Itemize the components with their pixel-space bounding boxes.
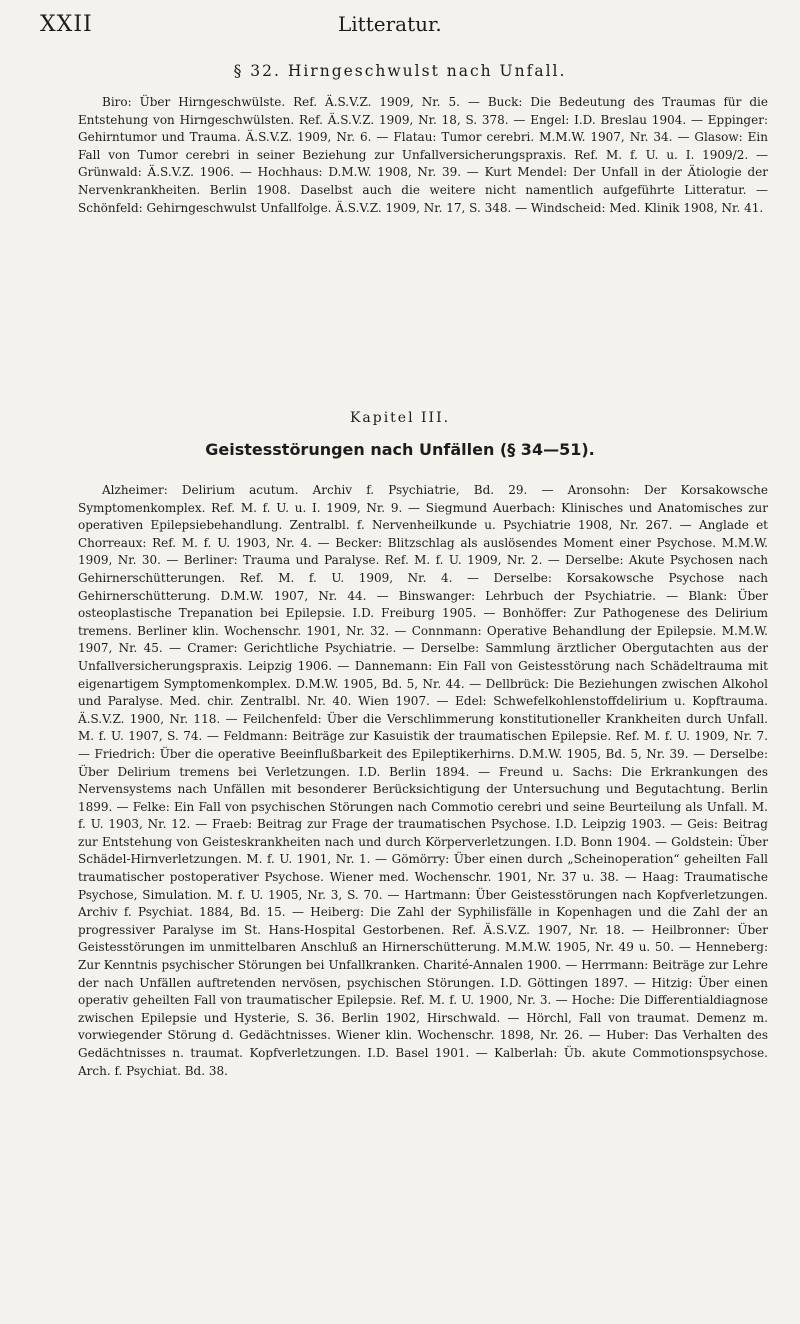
page-number: XXII [40, 12, 93, 37]
chapter-title: Geistesstörungen nach Unfällen (§ 34—51). [205, 440, 595, 459]
page-header [0, 6, 800, 46]
chapter-bibliography: Alzheimer: Delirium acutum. Archiv f. Psychiatrie, Bd. 29. — Aronsohn: Der Korsakowsche Symptomenkomplex. Ref. M. f. U. u. I. 1909, Nr. 9. — Siegmund Auerbach: Klinisches und Anatomisches zur operativen Epilepsiebehandlung. Zentralbl. f. Nervenheilkunde u. Psychiatrie 1908, Nr. 267. — Anglade et Chorreaux: Ref. M. f. U. 1903, Nr. 4. — Becker: Blitzschlag als auslösendes Moment einer Psychose. M.M.W. 1909, Nr. 30. — Berliner: Trauma und Paralyse. Ref. M. f. U. 1909, Nr. 2. — Derselbe: Akute Psychosen nach Gehirnerschütterungen. Ref. M. f. U. 1909, Nr. 4. — Derselbe: Korsakowsche Psychose nach Gehirnerschütterung. D.M.W. 1907, Nr. 44. — Binswanger: Lehrbuch der Psychiatrie. — Blank: Über osteoplastische Trepanation bei Epilepsie. I.D. Freiburg 1905. — Bonhöffer: Zur Pathogenese des Delirium tremens. Berliner klin. Wochenschr. 1901, Nr. 32. — Connmann: Operative Behandlung der Epilepsie. M.M.W. 1907, Nr. 45. — Cramer: Gerichtliche Psychiatrie. — Derselbe: Sammlung ärztlicher Obergutachten aus der Unfallversicherungspraxis. Leipzig 1906. — Dannemann: Ein Fall von Geistesstörung nach Schädeltrauma mit eigenartigem Symptomenkomplex. D.M.W. 1905, Bd. 5, Nr. 44. — Dellbrück: Die Beziehungen zwischen Alkohol und Paralyse. Med. chir. Zentralbl. Nr. 40. Wien 1907. — Edel: Schwefelkohlenstoffdelirium u. Kopftrauma. Ä.S.V.Z. 1900, Nr. 118. — Feilchenfeld: Über die Verschlimmerung konstitutioneller Krankheiten durch Unfall. M. f. U. 1907, S. 74. — Feldmann: Beiträge zur Kasuistik der traumatischen Epilepsie. Ref. M. f. U. 1909, Nr. 7. — Friedrich: Über die operative Beeinflußbarkeit des Epileptikerhirns. D.M.W. 1905, Bd. 5, Nr. 39. — Derselbe: Über Delirium tremens bei Verletzungen. I.D. Berlin 1894. — Freund u. Sachs: Die Erkrankungen des Nervensystems nach Unfällen mit besonderer Berücksichtigung der Untersuchung und Begutachtung. Berlin 1899. — Felke: Ein Fall von psychischen Störungen nach Commotio cerebri und seine Beurteilung als Unfall. M. f. U. 1903, Nr. 12. — Fraeb: Beitrag zur Frage der traumatischen Psychose. I.D. Leipzig 1903. — Geis: Beitrag zur Entstehung von Geisteskrankheiten nach und durch Körperverletzungen. I.D. Bonn 1904. — Goldstein: Über Schädel-Hirnverletzungen. M. f. U. 1901, Nr. 1. — Gömörry: Über einen durch „Scheinoperation“ geheilten Fall traumatischer postoperativer Psychose. Wiener med. Wochenschr. 1901, Nr. 37 u. 38. — Haag: Traumatische Psychose, Simulation. M. f. U. 1905, Nr. 3, S. 70. — Hartmann: Über Geistesstörungen nach Kopfverletzungen. Archiv f. Psychiat. 1884, Bd. 15. — Heiberg: Die Zahl der Syphilisfälle in Kopenhagen und die Zahl der an progressiver Paralyse im St. Hans-Hospital Gestorbenen. Ref. Ä.S.V.Z. 1907, Nr. 18. — Heilbronner: Über Geistesstörungen im unmittelbaren Anschluß an Hirnerschütterung. M.M.W. 1905, Nr. 49 u. 50. — Henneberg: Zur Kenntnis psychischer Störungen bei Unfallkranken. Charité-Annalen 1900. — Herrmann: Beiträge zur Lehre der nach Unfällen auftretenden nervösen, psychischen Störungen. I.D. Göttingen 1897. — Hitzig: Über einen operativ geheilten Fall von traumatischer Epilepsie. Ref. M. f. U. 1900, Nr. 3. — Hoche: Die Differentialdiagnose zwischen Epilepsie und Hysterie, S. 36. Berlin 1902, Hirschwald. — Hörchl, Fall von traumat. Demenz m. vorwiegender Störung d. Gedächtnisses. Wiener klin. Wochenschr. 1898, Nr. 26. — Huber: Das Verhalten des Gedächtnisses n. traumat. Kopfverletzungen. I.D. Basel 1901. — Kalberlah: Üb. akute Commotionspsychose. Arch. f. Psychiat. Bd. 38. [78, 483, 768, 1078]
running-title: Litteratur. [338, 12, 442, 36]
section-title: § 32. Hirngeschwulst nach Unfall. [233, 62, 567, 80]
section-bibliography: Biro: Über Hirngeschwülste. Ref. Ä.S.V.Z. 1909, Nr. 5. — Buck: Die Bedeutung des Traumas für die Entstehung von Hirngeschwülsten. Ref. Ä.S.V.Z. 1909, Nr. 18, S. 378. — Engel: I.D. Breslau 1904. — Eppinger: Gehirntumor und Trauma. Ä.S.V.Z. 1909, Nr. 6. — Flatau: Tumor cerebri. M.M.W. 1907, Nr. 34. — Glasow: Ein Fall von Tumor cerebri in seiner Beziehung zur Unfallversicherungspraxis. Ref. M. f. U. u. I. 1909/2. — Grünwald: Ä.S.V.Z. 1906. — Hochhaus: D.M.W. 1908, Nr. 39. — Kurt Mendel: Der Unfall in der Ätiologie der Nervenkrankheiten. Berlin 1908. Daselbst auch die weitere nicht namentlich aufgeführte Litteratur. — Schönfeld: Gehirngeschwulst Unfallfolge. Ä.S.V.Z. 1909, Nr. 17, S. 348. — Windscheid: Med. Klinik 1908, Nr. 41. [78, 95, 768, 215]
chapter-label: Kapitel III. [349, 410, 451, 426]
